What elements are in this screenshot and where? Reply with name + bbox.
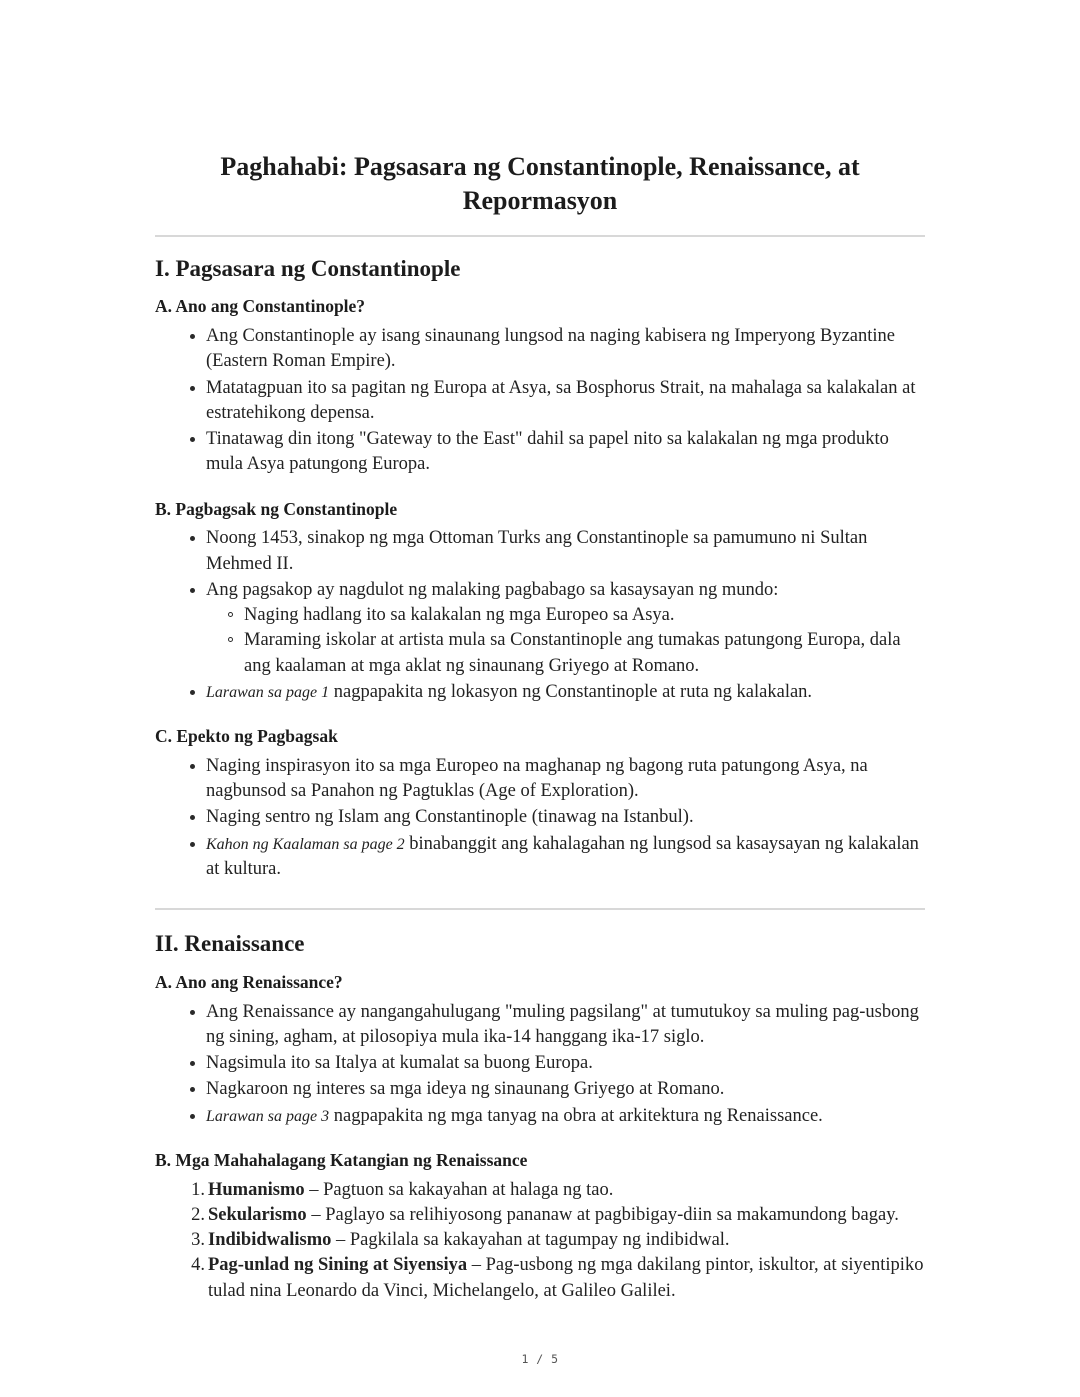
section-2-sub-b-numbered-list	[155, 1178, 925, 1304]
list-item: Nagsimula ito sa Italya at kumalat sa buong Europa.	[155, 1051, 925, 1076]
list-item: Ang Constantinople ay isang sinaunang lungsod na naging kabisera ng Imperyong Byzantine (Eastern Roman Empire).	[155, 324, 925, 375]
section-1-sub-b-nested-list	[206, 603, 925, 679]
term-description: – Paglayo sa relihiyosong pananaw at pagbibigay-diin sa makamundong bagay.	[306, 1204, 899, 1225]
section-1-sub-a	[155, 295, 925, 477]
nested-list-item: Maraming iskolar at artista mula sa Constantinople ang tumakas patungong Europa, dala ang kaalaman at mga aklat ng sinaunang Griyego at Romano.	[206, 628, 925, 679]
section-1-sub-c-heading: C. Epekto ng Pagbagsak	[155, 726, 338, 747]
section-1-sub-c-list	[155, 754, 925, 882]
section-1	[155, 255, 925, 883]
numbered-list-item	[155, 1203, 925, 1228]
section-2-sub-a-heading: A. Ano ang Renaissance?	[155, 971, 343, 992]
list-item: Naging sentro ng Islam ang Constantinople (tinawag na Istanbul).	[155, 805, 925, 830]
page-number-footer: 1 / 5	[521, 1352, 559, 1366]
document-content	[155, 150, 925, 1304]
list-item-figure-reference	[155, 680, 925, 705]
section-2-sub-b-heading: B. Mga Mahahalagang Katangian ng Renaissance	[155, 1149, 528, 1170]
nested-list-item: Naging hadlang ito sa kalakalan ng mga Europeo sa Asya.	[206, 603, 925, 628]
figure-reference-text: binabanggit ang kahalagahan ng lungsod sa kasaysayan ng kalakalan at kultura.	[206, 833, 919, 879]
numbered-list-item	[155, 1228, 925, 1253]
term-label: Pag-unlad ng Sining at Siyensiya	[208, 1255, 468, 1276]
list-item: Nagkaroon ng interes sa mga ideya ng sinaunang Griyego at Romano.	[155, 1077, 925, 1102]
list-item: Matatagpuan ito sa pagitan ng Europa at Asya, sa Bosphorus Strait, na mahalaga sa kalakalan at estratehikong depensa.	[155, 376, 925, 427]
figure-reference-label: Larawan sa page 3	[206, 1107, 330, 1125]
section-1-sub-b	[155, 498, 925, 706]
section-1-heading: I. Pagsasara ng Constantinople	[155, 255, 461, 281]
list-item: Tinatawag din itong "Gateway to the East" dahil sa papel nito sa kalakalan ng mga produkto mula Asya patungong Europa.	[155, 427, 925, 478]
section-2-sub-b	[155, 1149, 925, 1304]
page-title: Paghahabi: Pagsasara ng Constantinople, Renaissance, at Repormasyon	[220, 152, 860, 216]
list-item: Noong 1453, sinakop ng mga Ottoman Turks ang Constantinople sa pamumuno ni Sultan Mehmed II.	[155, 526, 925, 577]
section-2	[155, 930, 925, 1304]
term-label: Sekularismo	[208, 1204, 307, 1225]
section-2-heading: II. Renaissance	[155, 931, 305, 957]
figure-reference-label: Kahon ng Kaalaman sa page 2	[206, 835, 405, 853]
section-1-sub-a-heading: A. Ano ang Constantinople?	[155, 296, 366, 317]
figure-reference-text: nagpapakita ng lokasyon ng Constantinople at ruta ng kalakalan.	[329, 681, 813, 702]
title-divider	[155, 235, 925, 237]
list-item-text: Ang pagsakop ay nagdulot ng malaking pagbabago sa kasaysayan ng mundo:	[206, 579, 779, 600]
list-item: Naging inspirasyon ito sa mga Europeo na maghanap ng bagong ruta patungong Asya, na nagbunsod sa Panahon ng Pagtuklas (Age of Exploration).	[155, 754, 925, 805]
term-description: – Pagkilala sa kakayahan at tagumpay ng indibidwal.	[331, 1230, 730, 1251]
numbered-list-item	[155, 1178, 925, 1203]
section-1-sub-a-list	[155, 324, 925, 478]
numbered-list-item	[155, 1253, 925, 1304]
figure-reference-label: Larawan sa page 1	[206, 683, 330, 701]
list-item: Ang Renaissance ay nangangahulugang "muling pagsilang" at tumutukoy sa muling pag-usbong ng sining, agham, at pilosopiya mula ika-14 hanggang ika-17 siglo.	[155, 1000, 925, 1051]
section-2-sub-a	[155, 971, 925, 1129]
term-description: – Pag-usbong ng mga dakilang pintor, iskultor, at siyentipiko tulad nina Leonardo da Vinci, Michelangelo, at Galileo Galilei.	[208, 1255, 924, 1301]
term-label: Humanismo	[208, 1179, 305, 1200]
term-label: Indibidwalismo	[208, 1230, 332, 1251]
section-1-sub-b-heading: B. Pagbagsak ng Constantinople	[155, 498, 398, 519]
section-1-sub-c	[155, 725, 925, 882]
figure-reference-text: nagpapakita ng mga tanyag na obra at arkitektura ng Renaissance.	[329, 1105, 823, 1126]
section-divider	[155, 908, 925, 910]
section-1-sub-b-list	[155, 526, 925, 705]
term-description: – Pagtuon sa kakayahan at halaga ng tao.	[304, 1179, 614, 1200]
section-2-sub-a-list	[155, 1000, 925, 1129]
list-item	[155, 578, 925, 679]
list-item-figure-reference	[155, 832, 925, 883]
list-item-figure-reference	[155, 1104, 925, 1129]
